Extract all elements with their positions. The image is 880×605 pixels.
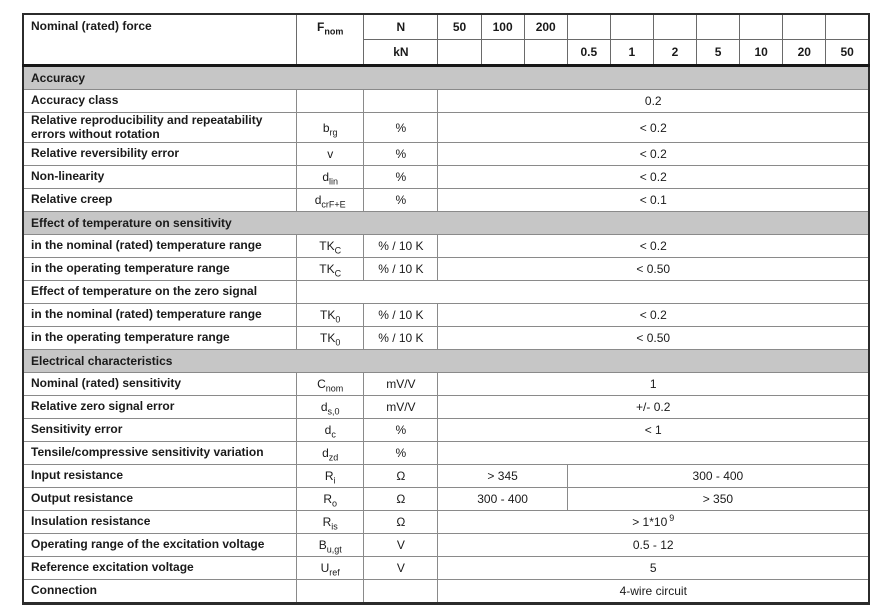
table-row	[23, 373, 869, 396]
param-label: in the nominal (rated) temperature range	[23, 235, 297, 258]
table-row	[23, 396, 869, 419]
param-symbol	[297, 258, 364, 281]
symbol-sub: crF+E	[321, 199, 346, 210]
symbol-sub: 0	[335, 337, 341, 348]
param-symbol	[297, 419, 364, 442]
param-value-kn-range: 300 - 400	[567, 465, 869, 488]
symbol-sub: lin	[329, 176, 339, 187]
param-unit: %	[364, 442, 438, 465]
table-row	[23, 189, 869, 212]
force-col-kn-10: 10	[740, 40, 783, 66]
symbol-main: d	[322, 446, 329, 460]
param-label: Nominal (rated) sensitivity	[23, 373, 297, 396]
symbol-main: TK	[319, 262, 335, 276]
param-value: < 0.2	[438, 166, 869, 189]
param-unit: Ω	[364, 465, 438, 488]
param-unit: % / 10 K	[364, 327, 438, 350]
unit-kn: kN	[364, 40, 438, 66]
param-label: in the operating temperature range	[23, 327, 297, 350]
param-value: 5	[438, 557, 869, 580]
table-row	[23, 511, 869, 534]
force-col-kn-2: 2	[653, 40, 696, 66]
table-row	[23, 488, 869, 511]
empty-header-cell	[783, 14, 826, 40]
symbol-sub: ref	[329, 567, 340, 578]
param-label: Insulation resistance	[23, 511, 297, 534]
param-label: Sensitivity error	[23, 419, 297, 442]
param-label: Relative zero signal error	[23, 396, 297, 419]
param-unit: V	[364, 534, 438, 557]
param-value: < 0.2	[438, 235, 869, 258]
param-value	[438, 511, 869, 534]
param-symbol	[297, 465, 364, 488]
symbol-main: d	[320, 400, 328, 414]
param-unit: %	[364, 166, 438, 189]
header-title: Nominal (rated) force	[23, 14, 297, 66]
table-row	[23, 327, 869, 350]
header-row-n	[23, 14, 869, 40]
param-value	[438, 442, 869, 465]
force-col-kn-0-5: 0.5	[567, 40, 610, 66]
param-unit: Ω	[364, 511, 438, 534]
param-symbol	[297, 580, 364, 604]
param-unit: % / 10 K	[364, 258, 438, 281]
empty-header-cell	[653, 14, 696, 40]
param-symbol	[297, 189, 364, 212]
param-symbol	[297, 442, 364, 465]
symbol-main: U	[320, 561, 330, 575]
symbol-main: d	[314, 193, 322, 207]
empty-header-cell	[697, 14, 740, 40]
table-row	[23, 580, 869, 604]
param-label: Reference excitation voltage	[23, 557, 297, 580]
param-symbol	[297, 511, 364, 534]
symbol-sub: nom	[325, 383, 344, 394]
param-symbol	[297, 488, 364, 511]
param-label: Operating range of the excitation voltage	[23, 534, 297, 557]
symbol-sub: s,0	[327, 406, 340, 417]
param-symbol	[297, 396, 364, 419]
symbol-main: C	[317, 377, 326, 391]
table-row	[23, 235, 869, 258]
param-symbol	[297, 304, 364, 327]
table-row	[23, 281, 869, 304]
table-row	[23, 258, 869, 281]
spec-table	[22, 13, 870, 605]
section-header: Accuracy	[23, 66, 869, 90]
param-value: < 0.1	[438, 189, 869, 212]
subsection-label: Effect of temperature on the zero signal	[23, 281, 297, 304]
table-row	[23, 465, 869, 488]
header-symbol-sub: nom	[324, 26, 344, 37]
param-value: < 0.50	[438, 258, 869, 281]
force-col-kn-50: 50	[826, 40, 869, 66]
header-symbol-main: F	[317, 20, 325, 34]
table-row	[23, 113, 869, 143]
empty-cell	[297, 281, 869, 304]
param-symbol	[297, 166, 364, 189]
empty-header-cell	[481, 40, 524, 66]
param-label: Output resistance	[23, 488, 297, 511]
table-row	[23, 143, 869, 166]
empty-header-cell	[438, 40, 481, 66]
param-symbol	[297, 113, 364, 143]
param-value: 1	[438, 373, 869, 396]
param-symbol	[297, 90, 364, 113]
param-value: < 0.2	[438, 304, 869, 327]
param-unit	[364, 580, 438, 604]
param-unit: mV/V	[364, 396, 438, 419]
param-value: < 0.2	[438, 113, 869, 143]
section-row	[23, 212, 869, 235]
symbol-sub: is	[331, 521, 338, 532]
empty-header-cell	[826, 14, 869, 40]
param-value: +/- 0.2	[438, 396, 869, 419]
symbol-main: B	[318, 538, 327, 552]
symbol-sub: C	[334, 245, 342, 256]
value-exponent: 9	[669, 513, 675, 523]
param-value: < 1	[438, 419, 869, 442]
section-row	[23, 350, 869, 373]
table-row	[23, 166, 869, 189]
table-row	[23, 419, 869, 442]
section-header: Effect of temperature on sensitivity	[23, 212, 869, 235]
param-unit: % / 10 K	[364, 235, 438, 258]
param-value: < 0.2	[438, 143, 869, 166]
symbol-main: R	[324, 469, 334, 483]
table-row	[23, 534, 869, 557]
symbol-main: R	[323, 492, 333, 506]
param-value: 0.2	[438, 90, 869, 113]
header-symbol	[297, 14, 364, 66]
force-col-kn-5: 5	[697, 40, 740, 66]
param-label: Connection	[23, 580, 297, 604]
param-label: in the operating temperature range	[23, 258, 297, 281]
param-label: Relative reproducibility and repeatability errors without rotation	[23, 113, 297, 143]
symbol-main: TK	[319, 239, 335, 253]
datasheet-page	[22, 13, 870, 605]
section-row	[23, 66, 869, 90]
param-symbol	[297, 557, 364, 580]
param-label: Relative creep	[23, 189, 297, 212]
symbol-sub: c	[331, 429, 336, 440]
value-main: > 1*10	[632, 515, 668, 529]
param-unit: V	[364, 557, 438, 580]
param-value: 4-wire circuit	[438, 580, 869, 604]
param-value-n-range: 300 - 400	[438, 488, 567, 511]
force-col-n-100: 100	[481, 14, 524, 40]
param-value: 0.5 - 12	[438, 534, 869, 557]
param-unit	[364, 90, 438, 113]
param-label: Input resistance	[23, 465, 297, 488]
section-header: Electrical characteristics	[23, 350, 869, 373]
force-col-kn-1: 1	[610, 40, 653, 66]
param-value-kn-range: > 350	[567, 488, 869, 511]
symbol-main: R	[322, 515, 332, 529]
param-label: in the nominal (rated) temperature range	[23, 304, 297, 327]
symbol-sub: u,gt	[326, 544, 342, 555]
param-symbol	[297, 373, 364, 396]
param-unit: Ω	[364, 488, 438, 511]
empty-header-cell	[740, 14, 783, 40]
param-unit: %	[364, 113, 438, 143]
symbol-main: d	[324, 423, 332, 437]
symbol-sub: 0	[335, 314, 341, 325]
table-row	[23, 557, 869, 580]
param-unit: mV/V	[364, 373, 438, 396]
force-col-kn-20: 20	[783, 40, 826, 66]
param-label: Accuracy class	[23, 90, 297, 113]
symbol-sub: C	[334, 268, 342, 279]
symbol-sub: o	[332, 498, 338, 509]
force-col-n-50: 50	[438, 14, 481, 40]
symbol-main: TK	[320, 331, 336, 345]
param-symbol	[297, 534, 364, 557]
param-unit: %	[364, 143, 438, 166]
table-row	[23, 90, 869, 113]
param-label: Relative reversibility error	[23, 143, 297, 166]
param-unit: %	[364, 419, 438, 442]
symbol-sub: rg	[329, 126, 338, 137]
unit-n: N	[364, 14, 438, 40]
param-value-n-range: > 345	[438, 465, 567, 488]
force-col-n-200: 200	[524, 14, 567, 40]
param-unit: %	[364, 189, 438, 212]
param-unit: % / 10 K	[364, 304, 438, 327]
symbol-main: d	[322, 170, 330, 184]
symbol-main: b	[322, 120, 330, 135]
param-symbol: v	[297, 143, 364, 166]
param-label: Non-linearity	[23, 166, 297, 189]
param-value: < 0.50	[438, 327, 869, 350]
empty-header-cell	[524, 40, 567, 66]
empty-header-cell	[610, 14, 653, 40]
symbol-main: TK	[320, 308, 336, 322]
empty-header-cell	[567, 14, 610, 40]
table-row	[23, 304, 869, 327]
table-row	[23, 442, 869, 465]
symbol-sub: zd	[328, 452, 339, 463]
param-symbol	[297, 327, 364, 350]
symbol-sub: i	[333, 475, 336, 486]
param-symbol	[297, 235, 364, 258]
param-label: Tensile/compressive sensitivity variation	[23, 442, 297, 465]
